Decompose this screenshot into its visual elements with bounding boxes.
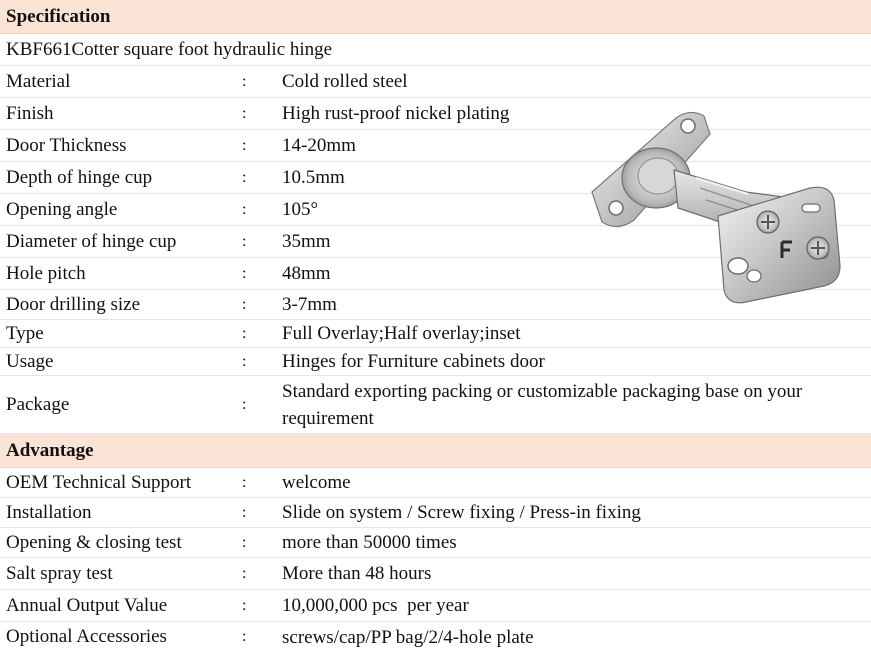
spec-colon: : xyxy=(242,200,247,218)
spec-row-usage xyxy=(0,348,871,376)
adv-colon: : xyxy=(242,473,247,491)
adv-label: Opening & closing test xyxy=(6,531,182,553)
adv-value: welcome xyxy=(282,472,351,493)
adv-value: more than 50000 times xyxy=(282,532,457,553)
spec-value: 10.5mm xyxy=(282,167,345,188)
spec-value: 105° xyxy=(282,199,319,220)
specification-header xyxy=(0,0,871,34)
adv-label: Salt spray test xyxy=(6,562,113,584)
spec-row-type xyxy=(0,320,871,348)
adv-row-salt-spray xyxy=(0,558,871,590)
spec-colon: : xyxy=(242,295,247,313)
adv-row-accessories xyxy=(0,622,871,652)
spec-colon: : xyxy=(242,395,247,413)
spec-colon: : xyxy=(242,264,247,282)
adv-colon: : xyxy=(242,564,247,582)
spec-label: Door Thickness xyxy=(6,134,127,156)
spec-colon: : xyxy=(242,352,247,370)
adv-row-annual-output xyxy=(0,590,871,622)
adv-value: More than 48 hours xyxy=(282,563,432,584)
advantage-header-label: Advantage xyxy=(6,439,94,461)
adv-row-oem-support xyxy=(0,468,871,498)
adv-label: Annual Output Value xyxy=(6,594,168,616)
spec-colon: : xyxy=(242,168,247,186)
spec-colon: : xyxy=(242,324,247,342)
spec-label: Type xyxy=(6,322,44,344)
adv-label: Installation xyxy=(6,501,92,523)
spec-row-package xyxy=(0,376,871,434)
adv-value: Slide on system / Screw fixing / Press-in fixing xyxy=(282,502,641,523)
spec-label: Opening angle xyxy=(6,198,118,220)
adv-label: OEM Technical Support xyxy=(6,471,192,493)
spec-colon: : xyxy=(242,136,247,154)
spec-value: 14-20mm xyxy=(282,135,356,156)
spec-label: Finish xyxy=(6,102,54,124)
spec-value: 35mm xyxy=(282,231,331,252)
spec-label: Usage xyxy=(6,350,54,372)
spec-colon: : xyxy=(242,72,247,90)
adv-label: Optional Accessories xyxy=(6,626,167,647)
spec-value: Full Overlay;Half overlay;inset xyxy=(282,323,521,344)
spec-value: 3-7mm xyxy=(282,294,337,315)
adv-colon: : xyxy=(242,628,247,645)
spec-label: Door drilling size xyxy=(6,293,141,315)
spec-label: Package xyxy=(6,393,70,415)
adv-colon: : xyxy=(242,596,247,614)
spec-label: Material xyxy=(6,70,71,92)
spec-value: Cold rolled steel xyxy=(282,71,408,92)
adv-row-installation xyxy=(0,498,871,528)
spec-value: Hinges for Furniture cabinets door xyxy=(282,351,545,372)
spec-value: High rust-proof nickel plating xyxy=(282,103,510,124)
spec-label: Depth of hinge cup xyxy=(6,166,153,188)
adv-colon: : xyxy=(242,533,247,551)
spec-label: Diameter of hinge cup xyxy=(6,230,177,252)
spec-row-material xyxy=(0,66,871,98)
adv-row-cycle-test xyxy=(0,528,871,558)
spec-value: Standard exporting packing or customizable packaging base on your requirement xyxy=(282,380,803,429)
advantage-header xyxy=(0,434,871,468)
adv-value: 10,000,000 pcs per year xyxy=(282,595,469,616)
spec-value: 48mm xyxy=(282,263,331,284)
hinge-product-photo xyxy=(578,96,844,314)
specification-header-label: Specification xyxy=(6,5,111,27)
adv-colon: : xyxy=(242,503,247,521)
product-title: KBF661Cotter square foot hydraulic hinge xyxy=(6,38,333,60)
adv-value: screws/cap/PP bag/2/4-hole plate xyxy=(282,626,534,648)
product-title-row xyxy=(0,34,871,66)
spec-colon: : xyxy=(242,104,247,122)
spec-colon: : xyxy=(242,232,247,250)
spec-label: Hole pitch xyxy=(6,262,86,284)
